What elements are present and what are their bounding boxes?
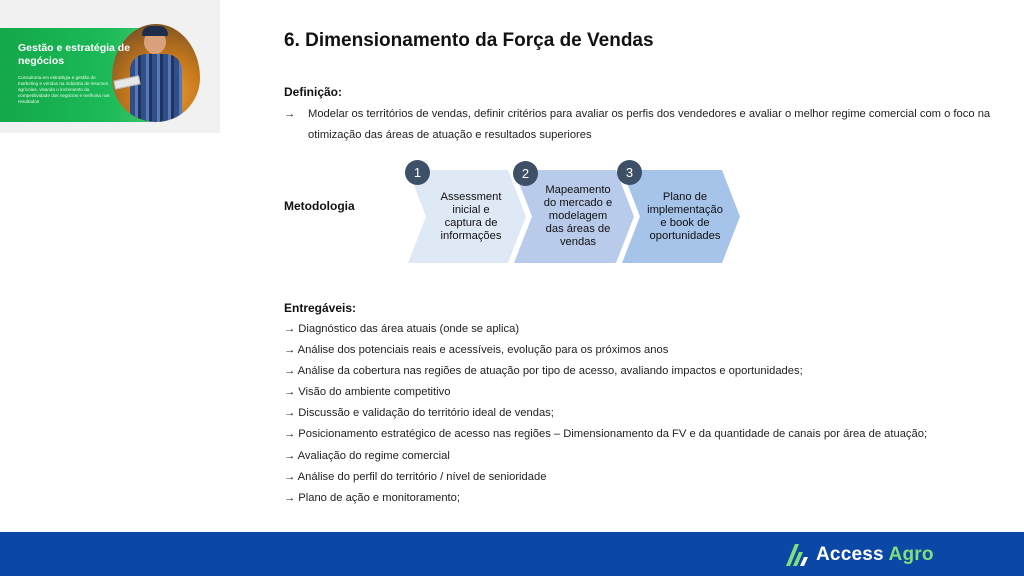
logo-mark-icon	[784, 542, 810, 568]
logo-text	[816, 544, 934, 566]
logo-word-agro: Agro	[888, 544, 934, 565]
deliverables-list	[284, 319, 1004, 509]
farmer-photo	[112, 24, 200, 122]
methodology-step-2-text: Mapeamento do mercado e modelagem das áreas de vendas	[543, 184, 613, 248]
list-item: → Análise do perfil do território / nível de senioridade	[284, 470, 547, 483]
list-item: → Discussão e validação do território ideal de vendas;	[284, 407, 554, 420]
definition-label: Definição:	[284, 85, 343, 99]
step-number-2: 2	[513, 161, 538, 186]
definition-text-block	[284, 104, 1014, 146]
list-item: → Análise dos potenciais reais e acessíveis, evolução para os próximos anos	[284, 344, 669, 357]
list-item: → Posicionamento estratégico de acesso nas regiões – Dimensionamento da FV e da quantidade de canais por área de atuação;	[284, 428, 928, 441]
banner-title: Gestão e estratégia de negócios	[18, 42, 131, 67]
definition-text: Modelar os territórios de vendas, definir critérios para avaliar os perfis dos vendedores e avaliar o melhor regime comercial com o foco na otimização das áreas de atuação e resultados superiores	[308, 108, 991, 141]
logo-word-access: Access	[816, 544, 884, 565]
methodology-step-1	[408, 170, 526, 263]
step-number-3: 3	[617, 160, 642, 185]
banner-description: Consultoria em estratégia e gestão de marketing e vendas na indústria de insumos agrícolas, visando o incremento da competitividade dos negócios e melhoria nos resultados	[18, 75, 110, 104]
list-item: → Visão do ambiente competitivo	[284, 386, 451, 399]
step-number-1: 1	[405, 160, 430, 185]
access-agro-logo	[784, 540, 934, 570]
list-item: → Plano de ação e monitoramento;	[284, 491, 460, 504]
methodology-step-3-text: Plano de implementação e book de oportunidades	[647, 190, 723, 242]
arrow-icon: →	[284, 108, 296, 120]
list-item: → Avaliação do regime comercial	[284, 449, 450, 462]
methodology-step-1-text: Assessment inicial e captura de informações	[440, 190, 502, 242]
list-item: → Análise da cobertura nas regiões de atuação por tipo de acesso, avaliando impactos e oportunidades;	[284, 365, 803, 378]
banner-card	[0, 0, 220, 133]
page-title: 6. Dimensionamento da Força de Vendas	[284, 30, 654, 51]
list-item: → Diagnóstico das área atuais (onde se aplica)	[284, 323, 520, 335]
methodology-step-3	[622, 170, 740, 263]
methodology-label: Metodologia	[284, 199, 355, 213]
deliverables-label: Entregáveis:	[284, 301, 357, 315]
farmer-cap	[142, 26, 168, 36]
